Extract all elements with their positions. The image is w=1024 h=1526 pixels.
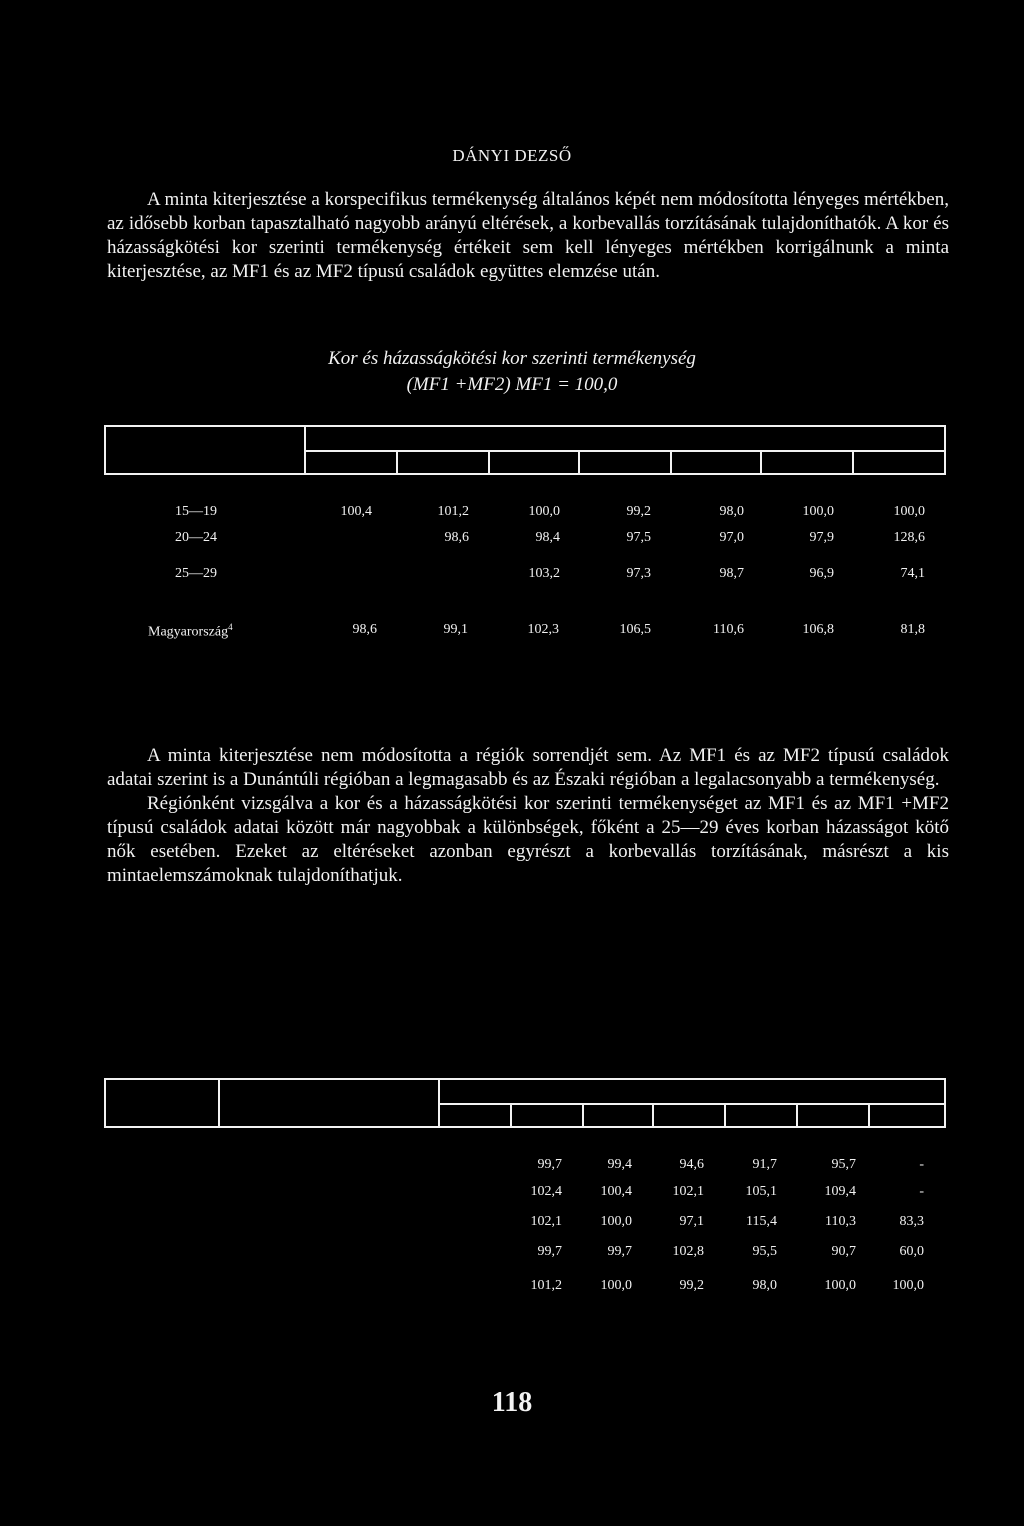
- table-cell: 98,4: [535, 530, 560, 545]
- table-cell: 98,6: [444, 530, 469, 545]
- row-label: 20—24: [175, 530, 217, 545]
- table-cell: 99,4: [607, 1157, 632, 1172]
- caption-line-2: (MF1 +MF2) MF1 = 100,0: [406, 374, 618, 395]
- table-cell: 100,0: [824, 1278, 856, 1293]
- intro-paragraph: [107, 188, 949, 284]
- table-cell: 106,8: [802, 622, 834, 637]
- page-number: 118: [491, 1387, 533, 1418]
- table-cell: 97,5: [626, 530, 651, 545]
- table-cell: 99,2: [679, 1278, 704, 1293]
- intro-text: A minta kiterjesztése a korspecifikus termékenység általános képét nem módosította lényeges mértékben, az idősebb korban tapasztalható nagyobb arányú eltérések, a korbevallás torzításának tulajdoníthatók. A kor és házasságkötési kor szerinti termékenység értékeit sem kell lényeges mértékben korrigálnunk a minta kiterjesztése, az MF1 és az MF2 típusú családok együttes elemzése után.: [107, 189, 949, 282]
- table-cell: 102,3: [527, 622, 559, 637]
- table-cell: 100,0: [893, 504, 925, 519]
- row-label: 25—29: [175, 566, 217, 581]
- table-cell: 128,6: [893, 530, 925, 545]
- table-cell: 101,2: [530, 1278, 562, 1293]
- table-cell: 95,7: [831, 1157, 856, 1172]
- table-cell: 103,2: [528, 566, 560, 581]
- table-cell: 83,3: [899, 1214, 924, 1229]
- table-cell: 100,0: [528, 504, 560, 519]
- table-row: [0, 566, 1024, 586]
- table-cell: 102,8: [672, 1244, 704, 1259]
- table-cell: 100,4: [600, 1184, 632, 1199]
- table-row: [0, 622, 1024, 642]
- table-cell: 90,7: [831, 1244, 856, 1259]
- table-cell: 102,4: [530, 1184, 562, 1199]
- table-cell: 97,3: [626, 566, 651, 581]
- table-row: [0, 504, 1024, 524]
- table-cell: 98,0: [719, 504, 744, 519]
- table-cell: 74,1: [900, 566, 925, 581]
- row-label: 15—19: [175, 504, 217, 519]
- table-cell: 105,1: [745, 1184, 777, 1199]
- table-cell: 100,4: [340, 504, 372, 519]
- table-row: [0, 1184, 1024, 1204]
- table-row: [0, 1278, 1024, 1298]
- table-row: [0, 530, 1024, 550]
- table-cell: 115,4: [746, 1214, 777, 1229]
- paragraph-regions: A minta kiterjesztése nem módosította a régiók sorrendjét sem. Az MF1 és az MF2 típusú családok adatai szerint is a Dunántúli régióban a legmagasabb és az Északi régióban a legalacsonyabb a termékenység.: [107, 745, 949, 790]
- table-cell: 97,1: [679, 1214, 704, 1229]
- table-cell: 99,7: [537, 1244, 562, 1259]
- table-cell: 100,0: [600, 1214, 632, 1229]
- table-cell: 99,2: [626, 504, 651, 519]
- table-cell: 110,3: [825, 1214, 856, 1229]
- body-paragraphs: [107, 744, 949, 888]
- table-caption: [0, 346, 1024, 398]
- table-cell: 101,2: [437, 504, 469, 519]
- running-header: DÁNYI DEZSŐ: [452, 146, 572, 165]
- table-cell: 100,0: [600, 1278, 632, 1293]
- table-cell: 102,1: [672, 1184, 704, 1199]
- table-cell: 100,0: [802, 504, 834, 519]
- table-cell: 81,8: [900, 622, 925, 637]
- table-cell: 98,6: [352, 622, 377, 637]
- table-row: [0, 1214, 1024, 1234]
- table-cell: 99,1: [443, 622, 468, 637]
- table-cell: 110,6: [713, 622, 744, 637]
- table-cell: 97,9: [809, 530, 834, 545]
- table-cell: 96,9: [809, 566, 834, 581]
- table-cell: 97,0: [719, 530, 744, 545]
- table-cell: 106,5: [619, 622, 651, 637]
- table-cell: -: [919, 1157, 924, 1172]
- table-row: [0, 1244, 1024, 1264]
- table-cell: 99,7: [537, 1157, 562, 1172]
- table-cell: 91,7: [752, 1157, 777, 1172]
- table-cell: 99,7: [607, 1244, 632, 1259]
- table-cell: 100,0: [892, 1278, 924, 1293]
- table-row: [0, 1157, 1024, 1177]
- table-cell: 95,5: [752, 1244, 777, 1259]
- table-cell: -: [919, 1184, 924, 1199]
- footnote-mark: 4: [228, 622, 233, 632]
- table-cell: 98,7: [719, 566, 744, 581]
- row-label: [148, 622, 233, 641]
- row-label-text: Magyarország: [148, 624, 229, 640]
- table-cell: 60,0: [899, 1244, 924, 1259]
- table-cell: 94,6: [679, 1157, 704, 1172]
- caption-line-1: Kor és házasságkötési kor szerinti termékenység: [328, 348, 696, 369]
- table-cell: 98,0: [752, 1278, 777, 1293]
- paragraph-differences: Régiónként vizsgálva a kor és a házasságkötési kor szerinti termékenységet az MF1 és az MF1 +MF2 típusú családok adatai között már nagyobbak a különbségek, főként a 25—29 éves korban házasságot kötő nők esetében. Ezeket az eltéréseket azonban egyrészt a korbevallás torzításának, másrészt a kis mintaelemszámoknak tulajdoníthatjuk.: [107, 793, 949, 886]
- table-cell: 109,4: [824, 1184, 856, 1199]
- table-cell: 102,1: [530, 1214, 562, 1229]
